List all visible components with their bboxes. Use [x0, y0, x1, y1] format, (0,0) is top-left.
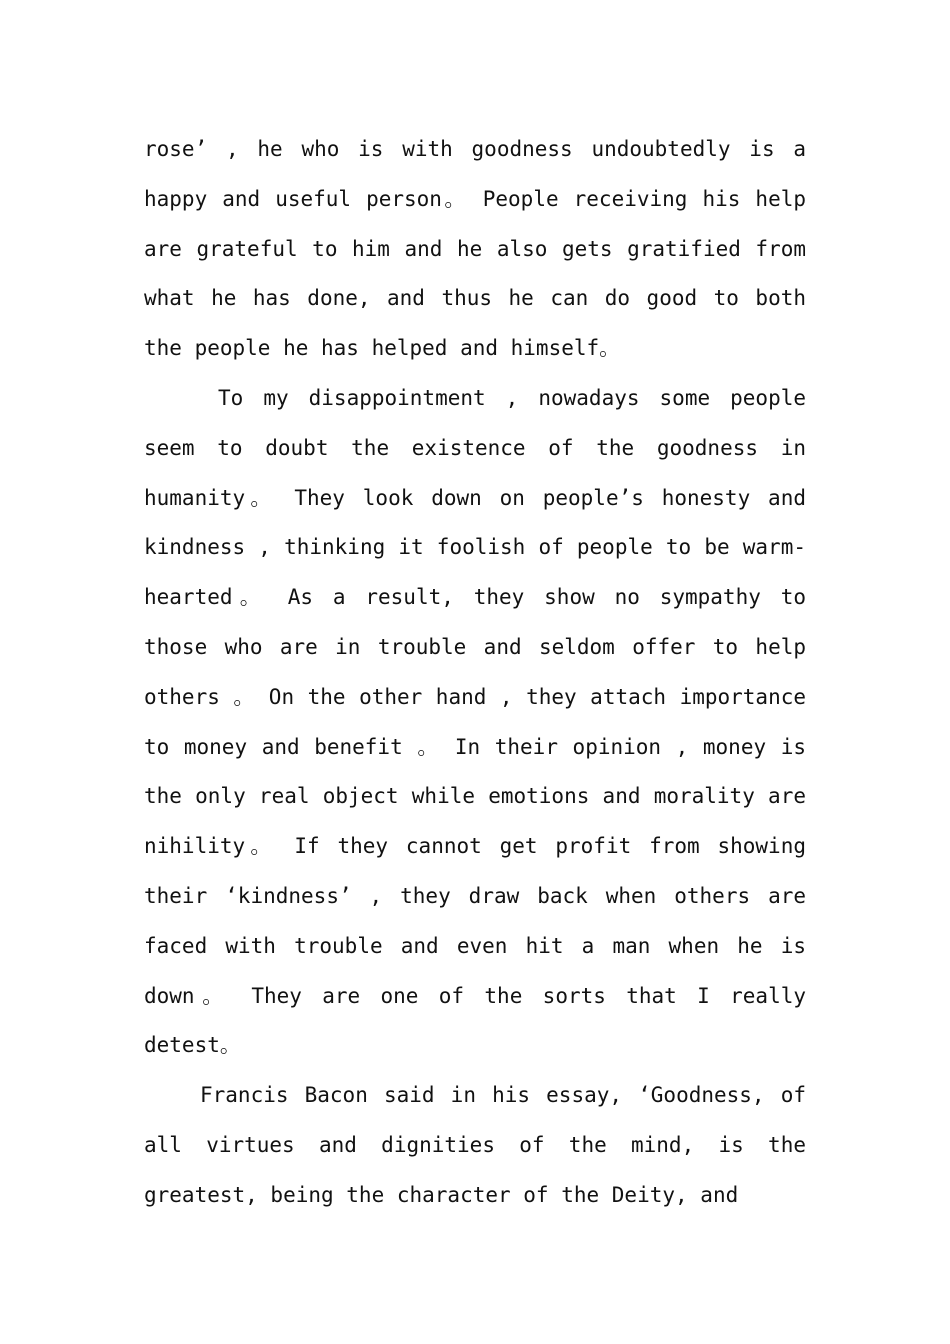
- paragraph-francis-bacon-quote: Francis Bacon said in his essay, ‘Goodness, of all virtues and dignities of the mind, is the greatest, being the character of the Deity, and: [144, 1083, 806, 1207]
- paragraph-goodness-benefits: rose’ , he who is with goodness undoubtedly is a happy and useful person。 People receiving his help are grateful to him and he also gets gratified from what he has done, and thus he can do good to both the people he has helped and himself。: [144, 137, 806, 361]
- essay-text: [144, 125, 806, 1221]
- paragraph-disappointment: To my disappointment , nowadays some people seem to doubt the existence of the goodness in humanity。 They look down on people’s honesty and kindness , thinking it foolish of people to be warm-hearted。 As a result, they show no sympathy to those who are in trouble and seldom offer to help others 。 On the other hand , they attach importance to money and benefit 。 In their opinion , money is the only real object while emotions and morality are nihility。 If they cannot get profit from showing their ‘kindness’ , they draw back when others are faced with trouble and even hit a man when he is down。 They are one of the sorts that I really detest。: [144, 385, 806, 1058]
